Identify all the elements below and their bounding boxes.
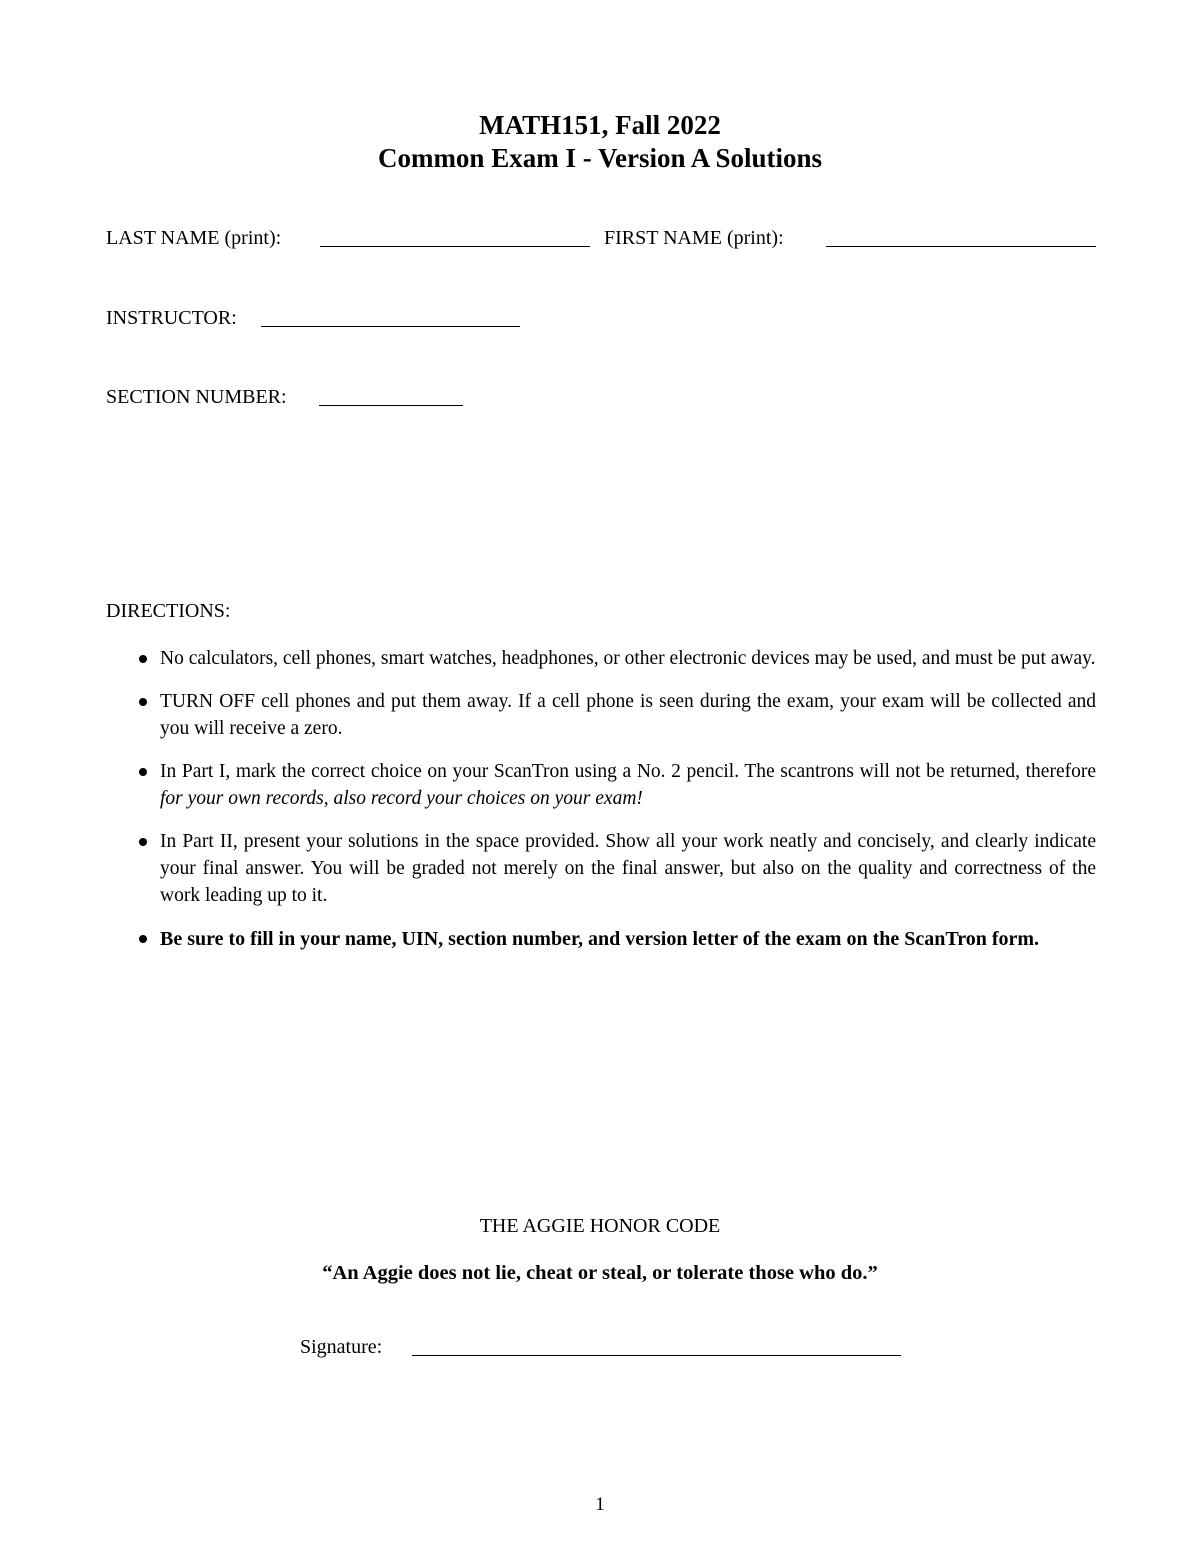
bullet-icon [139,698,147,706]
exam-title: MATH151, Fall 2022 [479,110,721,140]
direction-item [106,758,1096,812]
direction-text: Be sure to fill in your name, UIN, section number, and version letter of the exam on the ScanTron form. [160,928,1040,950]
signature-label: Signature: [300,1336,383,1358]
first-name-label: FIRST NAME (print): [604,227,784,249]
direction-text: TURN OFF cell phones and put them away. If a cell phone is seen during the exam, your exam will be collected and you will receive a zero. [160,691,1096,739]
direction-item-bold [106,925,1096,953]
honor-code-title: THE AGGIE HONOR CODE [479,1215,721,1237]
bullet-icon [139,838,147,846]
directions-list [106,645,1096,969]
direction-item [106,645,1096,672]
honor-code-quote: “An Aggie does not lie, cheat or steal, or tolerate those who do.” [322,1262,878,1284]
bullet-icon [139,768,147,776]
bullet-icon [139,935,147,943]
section-number-blank[interactable] [319,405,463,406]
direction-item [106,688,1096,742]
page-number: 1 [595,1494,605,1515]
last-name-blank[interactable] [320,246,590,247]
first-name-blank[interactable] [826,246,1096,247]
bullet-icon [139,655,147,663]
directions-heading: DIRECTIONS: [106,600,231,622]
direction-text: No calculators, cell phones, smart watches, headphones, or other electronic devices may be used, and must be put away. [160,648,1096,669]
section-number-label: SECTION NUMBER: [106,386,287,408]
signature-blank[interactable] [412,1355,901,1356]
direction-item [106,828,1096,909]
exam-subtitle: Common Exam I - Version A Solutions [377,143,823,173]
instructor-label: INSTRUCTOR: [106,307,237,329]
direction-text: In Part II, present your solutions in the space provided. Show all your work neatly and concisely, and clearly indicate your final answer. You will be graded not merely on the final answer, but also on the quality and correctness of the work leading up to it. [160,831,1096,906]
last-name-label: LAST NAME (print): [106,227,282,249]
direction-text: In Part I, mark the correct choice on your ScanTron using a No. 2 pencil. The scantrons will not be returned, therefore [160,761,1096,782]
instructor-blank[interactable] [261,326,520,327]
direction-emphasis: for your own records, also record your choices on your exam! [160,788,643,809]
